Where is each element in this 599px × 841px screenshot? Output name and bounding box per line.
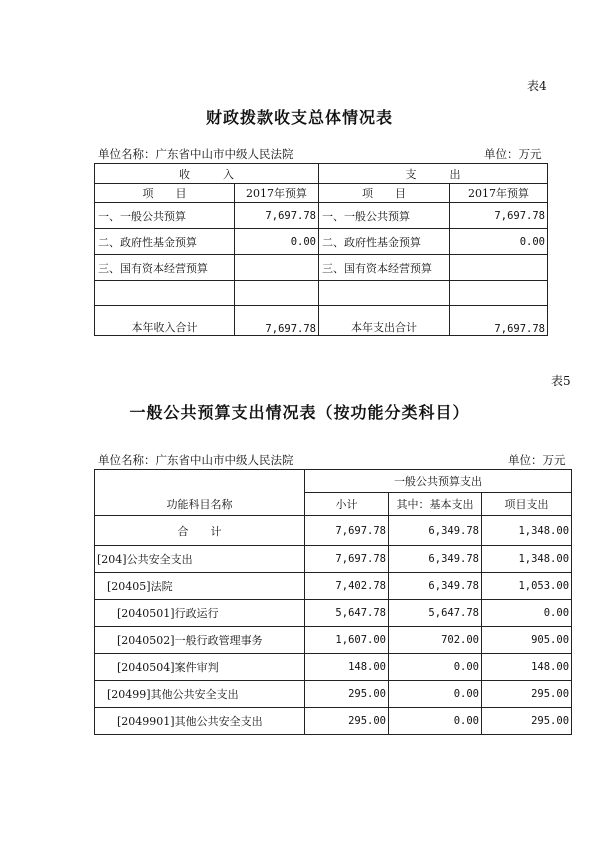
table4-total-row — [95, 306, 548, 336]
function-name: [204]公共安全支出 — [95, 546, 305, 573]
project-expense: 295.00 — [482, 681, 572, 708]
table-row — [95, 546, 572, 573]
table5-function-expenditure — [94, 469, 572, 735]
expense-label: 二、政府性基金预算 — [319, 229, 450, 255]
general-budget-header: 一般公共预算支出 — [305, 470, 572, 493]
function-name: [2049901]其他公共安全支出 — [95, 708, 305, 735]
income-label — [95, 281, 235, 306]
basic-expense: 5,647.78 — [389, 600, 482, 627]
table-row — [95, 708, 572, 735]
table-row — [95, 654, 572, 681]
table-row — [95, 681, 572, 708]
expense-label: 一、一般公共预算 — [319, 203, 450, 229]
table4-unit: 单位：万元 — [484, 147, 542, 161]
table4-header-row — [95, 164, 548, 184]
table-row — [95, 255, 548, 281]
expense-label — [319, 281, 450, 306]
income-label: 二、政府性基金预算 — [95, 229, 235, 255]
basic-expense-header: 其中：基本支出 — [389, 493, 482, 516]
income-value — [235, 281, 319, 306]
total-label: 合 计 — [95, 516, 305, 546]
income-item-col: 项 目 — [95, 184, 235, 203]
income-header: 收 入 — [95, 164, 319, 184]
subtotal: 7,697.78 — [305, 546, 389, 573]
table4-unit-name: 单位名称：广东省中山市中级人民法院 — [98, 147, 294, 161]
table4-overview — [94, 163, 548, 336]
table-row — [95, 203, 548, 229]
table-row — [95, 229, 548, 255]
table5-header-row — [95, 470, 572, 493]
basic-expense: 702.00 — [389, 627, 482, 654]
subtotal: 1,607.00 — [305, 627, 389, 654]
project-expense: 148.00 — [482, 654, 572, 681]
subtotal: 295.00 — [305, 708, 389, 735]
function-name-header: 功能科目名称 — [95, 470, 305, 516]
basic-expense: 0.00 — [389, 708, 482, 735]
expense-value: 7,697.78 — [450, 203, 548, 229]
table5-tag: 表5 — [551, 374, 571, 388]
table5-title: 一般公共预算支出情况表（按功能分类科目） — [129, 403, 470, 422]
expense-label: 三、国有资本经营预算 — [319, 255, 450, 281]
expense-value — [450, 255, 548, 281]
basic-expense: 0.00 — [389, 654, 482, 681]
expense-value: 0.00 — [450, 229, 548, 255]
function-name: [2040502]一般行政管理事务 — [95, 627, 305, 654]
subtotal: 148.00 — [305, 654, 389, 681]
income-value — [235, 255, 319, 281]
total-income-label: 本年收入合计 — [95, 306, 235, 336]
total-subtotal: 7,697.78 — [305, 516, 389, 546]
subtotal: 5,647.78 — [305, 600, 389, 627]
subtotal-header: 小计 — [305, 493, 389, 516]
income-value: 7,697.78 — [235, 203, 319, 229]
basic-expense: 6,349.78 — [389, 573, 482, 600]
table-row — [95, 600, 572, 627]
expense-item-col: 项 目 — [319, 184, 450, 203]
project-expense: 905.00 — [482, 627, 572, 654]
project-expense: 1,348.00 — [482, 546, 572, 573]
table5-total-row — [95, 516, 572, 546]
expense-header: 支 出 — [319, 164, 548, 184]
expense-budget-col: 2017年预算 — [450, 184, 548, 203]
subtotal: 295.00 — [305, 681, 389, 708]
subtotal: 7,402.78 — [305, 573, 389, 600]
function-name: [20405]法院 — [95, 573, 305, 600]
basic-expense: 6,349.78 — [389, 546, 482, 573]
project-expense: 1,053.00 — [482, 573, 572, 600]
income-budget-col: 2017年预算 — [235, 184, 319, 203]
function-name: [2040501]行政运行 — [95, 600, 305, 627]
basic-expense: 0.00 — [389, 681, 482, 708]
total-project: 1,348.00 — [482, 516, 572, 546]
income-value: 0.00 — [235, 229, 319, 255]
total-income-value: 7,697.78 — [235, 306, 319, 336]
function-name: [20499]其他公共安全支出 — [95, 681, 305, 708]
table-row — [95, 281, 548, 306]
expense-value — [450, 281, 548, 306]
table4-tag: 表4 — [527, 79, 547, 93]
table-row — [95, 627, 572, 654]
table5-unit: 单位：万元 — [508, 453, 566, 467]
project-expense-header: 项目支出 — [482, 493, 572, 516]
project-expense: 295.00 — [482, 708, 572, 735]
table4-subheader-row — [95, 184, 548, 203]
total-expense-value: 7,697.78 — [450, 306, 548, 336]
project-expense: 0.00 — [482, 600, 572, 627]
table4-title: 财政拨款收支总体情况表 — [205, 108, 393, 127]
income-label: 一、一般公共预算 — [95, 203, 235, 229]
income-label: 三、国有资本经营预算 — [95, 255, 235, 281]
table5-unit-name: 单位名称：广东省中山市中级人民法院 — [98, 453, 294, 467]
total-expense-label: 本年支出合计 — [319, 306, 450, 336]
total-basic: 6,349.78 — [389, 516, 482, 546]
table-row — [95, 573, 572, 600]
function-name: [2040504]案件审判 — [95, 654, 305, 681]
